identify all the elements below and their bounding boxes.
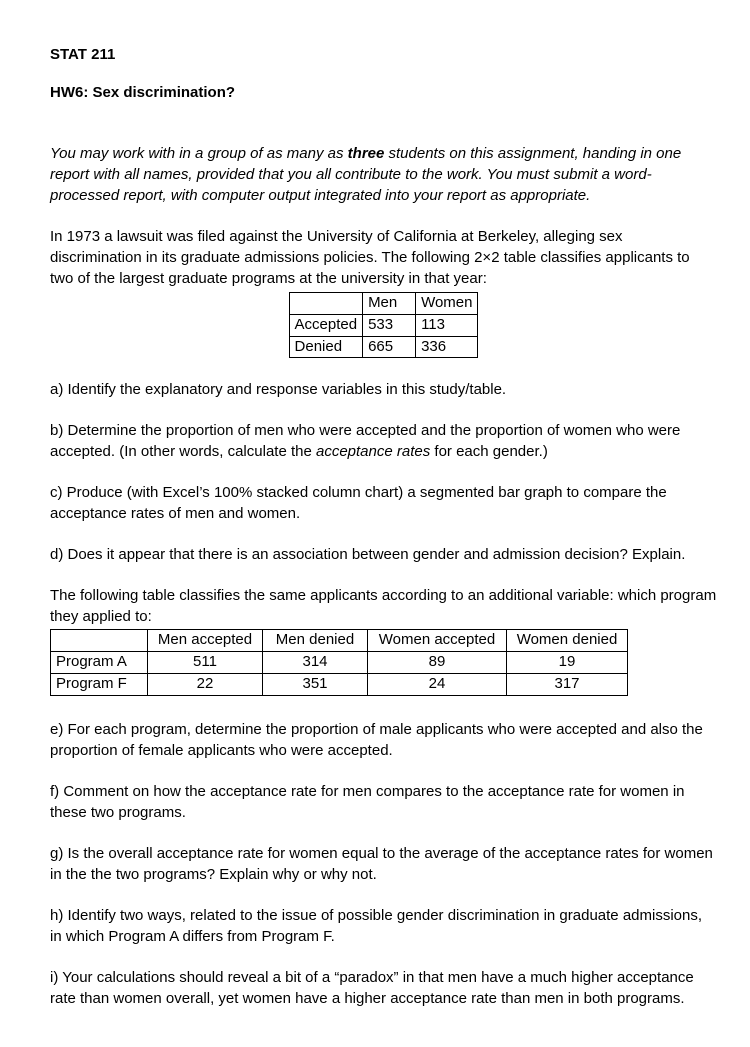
background-paragraph: In 1973 a lawsuit was filed against the University of California at Berkeley, alleging sex discrimination in its graduate admissions policies. The following 2×2 table classifies applicants to two of the largest graduate programs at the university in that year: — [50, 228, 690, 287]
question-d: d) Does it appear that there is an association between gender and admission decision? Explain. — [50, 546, 686, 564]
cell-program-f-men-accepted: 22 — [148, 673, 263, 695]
column-header-men-accepted: Men accepted — [148, 630, 263, 652]
cell-program-a-women-accepted: 89 — [368, 652, 507, 674]
column-header-women-accepted: Women accepted — [368, 630, 507, 652]
table-header-row — [289, 293, 478, 315]
column-header-women: Women — [416, 293, 478, 315]
question-b-text-2: for each gender.) — [430, 443, 548, 461]
question-g: g) Is the overall acceptance rate for women equal to the average of the acceptance rates for women in the the two programs? Explain why or why not. — [50, 844, 713, 883]
row-label-program-a: Program A — [51, 652, 148, 674]
question-i: i) Your calculations should reveal a bit of a “paradox” in that men have a much higher acceptance rate than women overall, yet women have a higher acceptance rate than men in both programs. — [50, 968, 694, 1007]
admissions-by-program-table — [50, 629, 628, 695]
row-label-program-f: Program F — [51, 673, 148, 695]
cell-accepted-women: 113 — [416, 314, 478, 336]
question-e: e) For each program, determine the proportion of male applicants who were accepted and also the proportion of female applicants who were accepted. — [50, 720, 703, 759]
table-corner-cell — [289, 293, 363, 315]
course-code: STAT 211 — [50, 46, 116, 63]
assignment-title: HW6: Sex discrimination? — [50, 84, 236, 101]
question-b — [50, 420, 717, 462]
group-work-instructions — [50, 143, 717, 206]
question-b-italic-term: acceptance rates — [315, 443, 431, 461]
column-header-men: Men — [363, 293, 416, 315]
admissions-by-gender-table — [289, 292, 479, 358]
instructions-text-2: students on this assignment, handing in one report with all names, provided that you all contribute to the work. You must submit a word- processed report, with computer output integrated into your report as appropriate. — [50, 145, 682, 204]
question-a: a) Identify the explanatory and response variables in this study/table. — [50, 381, 507, 399]
table-corner-cell — [51, 630, 148, 652]
question-h: h) Identify two ways, related to the issue of possible gender discrimination in graduate admissions, in which Program A differs from Program F. — [50, 906, 703, 945]
cell-program-a-women-denied: 19 — [507, 652, 628, 674]
cell-program-f-women-denied: 317 — [507, 673, 628, 695]
column-header-men-denied: Men denied — [263, 630, 368, 652]
table2-intro-paragraph: The following table classifies the same applicants according to an additional variable: which program they applied to: — [50, 587, 717, 626]
table-row — [289, 336, 478, 358]
cell-accepted-men: 533 — [363, 314, 416, 336]
table-row — [51, 673, 628, 695]
table-row — [289, 314, 478, 336]
cell-program-a-men-accepted: 511 — [148, 652, 263, 674]
column-header-women-denied: Women denied — [507, 630, 628, 652]
question-c: c) Produce (with Excel’s 100% stacked column chart) a segmented bar graph to compare the acceptance rates of men and women. — [50, 484, 667, 523]
cell-program-f-women-accepted: 24 — [368, 673, 507, 695]
question-f: f) Comment on how the acceptance rate for men compares to the acceptance rate for women in these two programs. — [50, 782, 685, 821]
cell-program-a-men-denied: 314 — [263, 652, 368, 674]
row-label-accepted: Accepted — [289, 314, 363, 336]
question-b-text-1: b) Determine the proportion of men who were accepted and the proportion of women who were accepted. (In other words, calculate the — [50, 422, 681, 461]
instructions-emphasis: three — [347, 145, 385, 162]
row-label-denied: Denied — [289, 336, 363, 358]
cell-program-f-men-denied: 351 — [263, 673, 368, 695]
instructions-text-1: You may work with in a group of as many as — [50, 145, 348, 162]
table-header-row — [51, 630, 628, 652]
cell-denied-women: 336 — [416, 336, 478, 358]
cell-denied-men: 665 — [363, 336, 416, 358]
table-row — [51, 652, 628, 674]
